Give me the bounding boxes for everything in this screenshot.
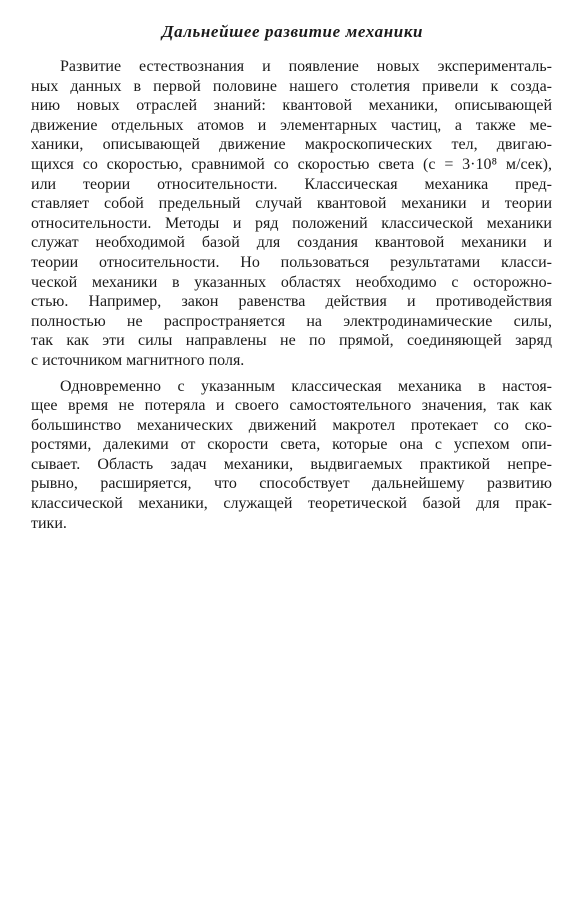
- text-line: классической механики, служащей теоретической базой для прак-: [31, 495, 552, 513]
- text-line: Одновременно с указанным классическая механика в настоя-: [60, 377, 552, 395]
- text-line: рывно, расширяется, что способствует дальнейшему развитию: [31, 475, 552, 493]
- section-heading: Дальнейшее развитие механики: [161, 22, 424, 41]
- text-line: движение отдельных атомов и элементарных частиц, а также ме-: [31, 116, 552, 134]
- text-line: Развитие естествознания и появление новых эксперименталь-: [60, 58, 552, 75]
- text-line: ставляет собой предельный случай квантовой механики и теории: [31, 195, 552, 213]
- text-line: ханики, описывающей движение макроскопических тел, двигаю-: [31, 136, 552, 154]
- text-line: относительности. Методы и ряд положений классической механики: [31, 214, 552, 232]
- text-line: или теории относительности. Классическая механика пред-: [31, 175, 552, 193]
- text-line: так как эти силы направлены не по прямой, соединяющей заряд: [31, 332, 552, 350]
- text-line: ростями, далекими от скорости света, которые она с успехом опи-: [31, 436, 552, 454]
- text-line: нию новых отраслей знаний: квантовой механики, описывающей: [31, 97, 552, 115]
- text-line: щихся со скоростью, сравнимой со скоростью света (c = 3·10⁸ м/сек),: [31, 155, 552, 173]
- text-line: служат необходимой базой для создания квантовой механики и: [31, 234, 552, 252]
- text-line: полностью не распространяется на электродинамические силы,: [31, 312, 552, 330]
- text-line: ческой механики в указанных областях необходимо с осторожно-: [31, 273, 552, 291]
- text-line: с источником магнитного поля.: [31, 351, 245, 369]
- text-line: теории относительности. Но пользоваться результатами класси-: [31, 253, 552, 271]
- text-line: тики.: [31, 514, 67, 532]
- text-line: ных данных в первой половине нашего столетия привели к созда-: [31, 77, 552, 95]
- body-text: [31, 57, 552, 533]
- text-line: щее время не потеряла и своего самостоятельного значения, так как: [31, 397, 552, 415]
- text-line: стью. Например, закон равенства действия и противодействия: [31, 293, 552, 311]
- text-line: большинство механических движений макротел протекает со ско-: [31, 416, 552, 434]
- text-line: сывает. Область задач механики, выдвигаемых практикой непре-: [31, 455, 552, 473]
